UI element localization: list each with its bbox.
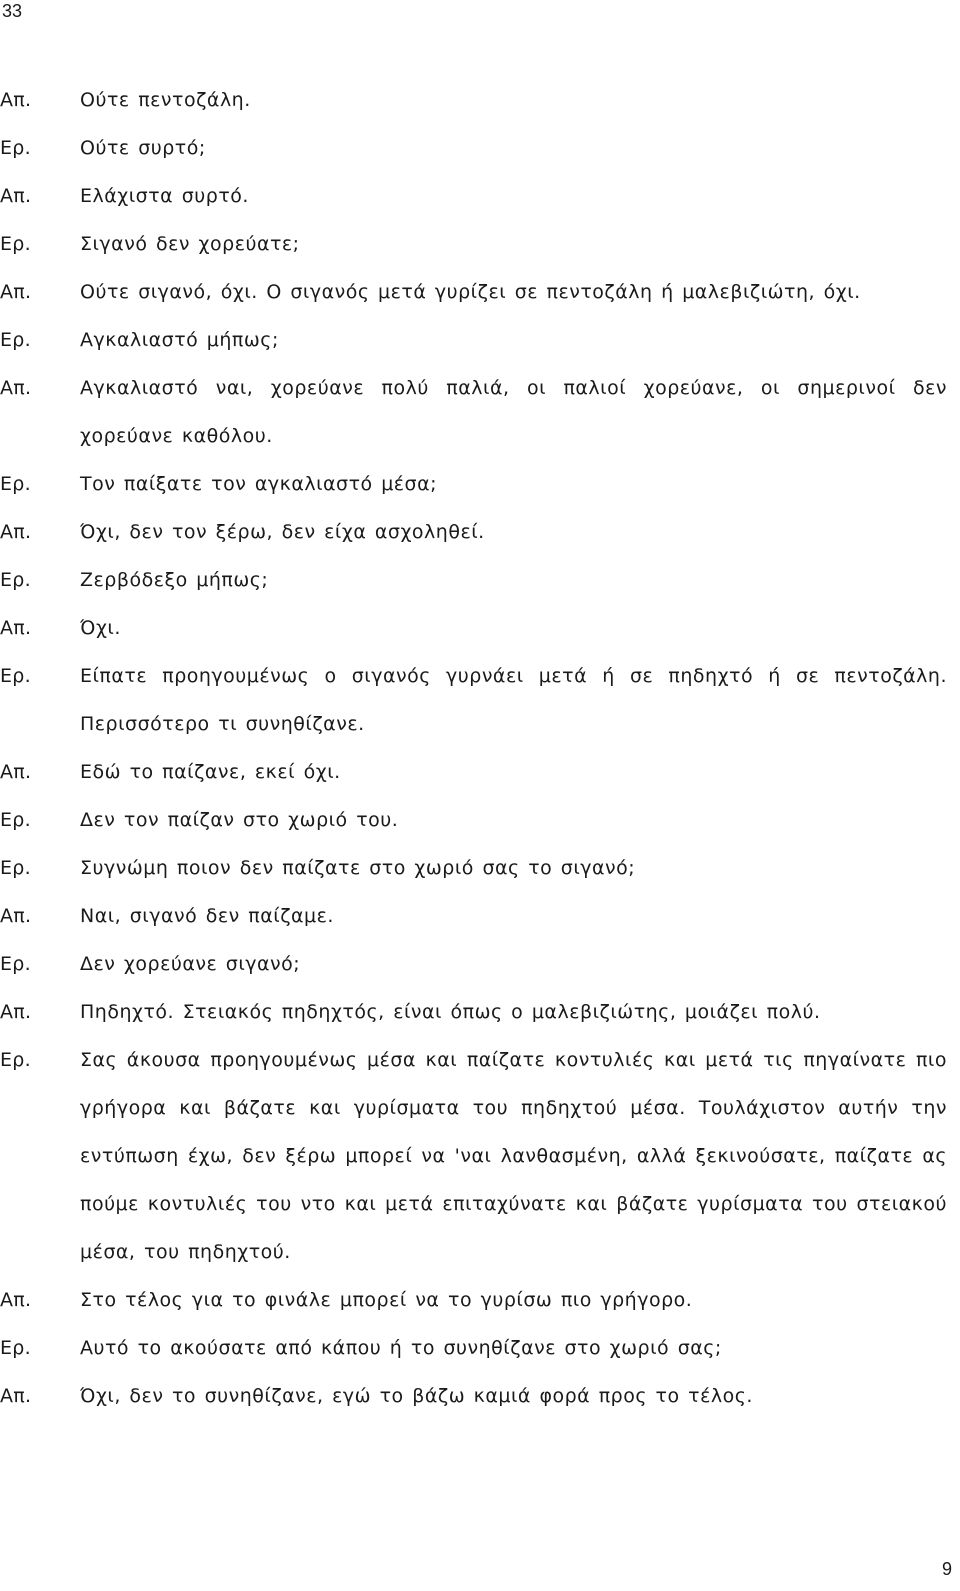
transcript-line [0, 844, 960, 892]
utterance-text: Ούτε συρτό; [80, 137, 206, 159]
page-number-bottom: 9 [941, 1559, 952, 1579]
utterance-text: Στο τέλος για το φινάλε μπορεί να το γυρίσω πιο γρήγορο. [80, 1289, 693, 1311]
transcript-line [0, 652, 960, 748]
transcript-line [0, 940, 960, 988]
page-number-top: 33 [2, 1, 23, 21]
speaker-label: Ερ. [0, 329, 32, 351]
interview-transcript [0, 76, 960, 1420]
speaker-label: Απ. [0, 1385, 32, 1407]
utterance-text: Όχι. [80, 617, 121, 639]
speaker-label: Ερ. [0, 473, 32, 495]
speaker-label: Απ. [0, 281, 32, 303]
transcript-line [0, 1372, 960, 1420]
utterance-text: Σιγανό δεν χορεύατε; [80, 233, 300, 255]
speaker-label: Ερ. [0, 569, 32, 591]
transcript-line [0, 220, 960, 268]
speaker-label: Απ. [0, 905, 32, 927]
speaker-label: Ερ. [0, 1337, 32, 1359]
transcript-line [0, 76, 960, 124]
utterance-text: Τον παίξατε τον αγκαλιαστό μέσα; [80, 473, 438, 495]
utterance-text: Όχι, δεν το συνηθίζανε, εγώ το βάζω καμιά φορά προς το τέλος. [80, 1385, 753, 1407]
speaker-label: Ερ. [0, 665, 32, 687]
transcript-line [0, 796, 960, 844]
utterance-text: Εδώ το παίζανε, εκεί όχι. [80, 761, 341, 783]
speaker-label: Απ. [0, 1289, 32, 1311]
transcript-line [0, 460, 960, 508]
transcript-line [0, 508, 960, 556]
speaker-label: Ερ. [0, 137, 32, 159]
transcript-line [0, 364, 960, 460]
transcript-line [0, 604, 960, 652]
utterance-text: Ελάχιστα συρτό. [80, 185, 249, 207]
transcript-line [0, 124, 960, 172]
utterance-text: Ούτε πεντοζάλη. [80, 89, 251, 111]
transcript-line [0, 1276, 960, 1324]
utterance-text: Ναι, σιγανό δεν παίζαμε. [80, 905, 334, 927]
speaker-label: Απ. [0, 185, 32, 207]
speaker-label: Ερ. [0, 953, 32, 975]
utterance-text: Πηδηχτό. Στειακός πηδηχτός, είναι όπως ο μαλεβιζιώτης, μοιάζει πολύ. [80, 1001, 821, 1023]
utterance-text: Ούτε σιγανό, όχι. Ο σιγανός μετά γυρίζει σε πεντοζάλη ή μαλεβιζιώτη, όχι. [80, 281, 861, 303]
transcript-line [0, 556, 960, 604]
transcript-line [0, 748, 960, 796]
transcript-line [0, 1036, 960, 1276]
utterance-text: Είπατε προηγουμένως ο σιγανός γυρνάει μετά ή σε πηδηχτό ή σε πεντοζάλη. Περισσότερο τι συνηθίζανε. [80, 665, 947, 735]
speaker-label: Ερ. [0, 857, 32, 879]
utterance-text: Αυτό το ακούσατε από κάπου ή το συνηθίζανε στο χωριό σας; [80, 1337, 722, 1359]
utterance-text: Αγκαλιαστό μήπως; [80, 329, 279, 351]
utterance-text: Δεν χορεύανε σιγανό; [80, 953, 301, 975]
utterance-text: Όχι, δεν τον ξέρω, δεν είχα ασχοληθεί. [80, 521, 485, 543]
transcript-line [0, 316, 960, 364]
transcript-line [0, 268, 960, 316]
speaker-label: Ερ. [0, 809, 32, 831]
speaker-label: Απ. [0, 617, 32, 639]
utterance-text: Αγκαλιαστό ναι, χορεύανε πολύ παλιά, οι παλιοί χορεύανε, οι σημερινοί δεν χορεύανε καθόλου. [80, 377, 947, 447]
speaker-label: Απ. [0, 521, 32, 543]
utterance-text: Ζερβόδεξο μήπως; [80, 569, 269, 591]
transcript-line [0, 892, 960, 940]
transcript-line [0, 1324, 960, 1372]
utterance-text: Συγνώμη ποιον δεν παίζατε στο χωριό σας το σιγανό; [80, 857, 636, 879]
utterance-text: Σας άκουσα προηγουμένως μέσα και παίζατε κοντυλιές και μετά τις πηγαίνατε πιο γρήγορα και βάζατε και γυρίσματα του πηδηχτού μέσα. Τουλάχιστον αυτήν την εντύπωση έχω, δεν ξέρω μπορεί να 'ναι λανθασμένη, αλλά ξεκινούσατε, παίζατε ας πούμε κοντυλιές του ντο και μετά επιταχύνατε και βάζατε γυρίσματα του στειακού μέσα, του πηδηχτού. [80, 1049, 947, 1263]
speaker-label: Ερ. [0, 1049, 32, 1071]
speaker-label: Απ. [0, 377, 32, 399]
speaker-label: Απ. [0, 1001, 32, 1023]
speaker-label: Απ. [0, 89, 32, 111]
transcript-line [0, 988, 960, 1036]
speaker-label: Απ. [0, 761, 32, 783]
utterance-text: Δεν τον παίζαν στο χωριό του. [80, 809, 399, 831]
transcript-line [0, 172, 960, 220]
speaker-label: Ερ. [0, 233, 32, 255]
